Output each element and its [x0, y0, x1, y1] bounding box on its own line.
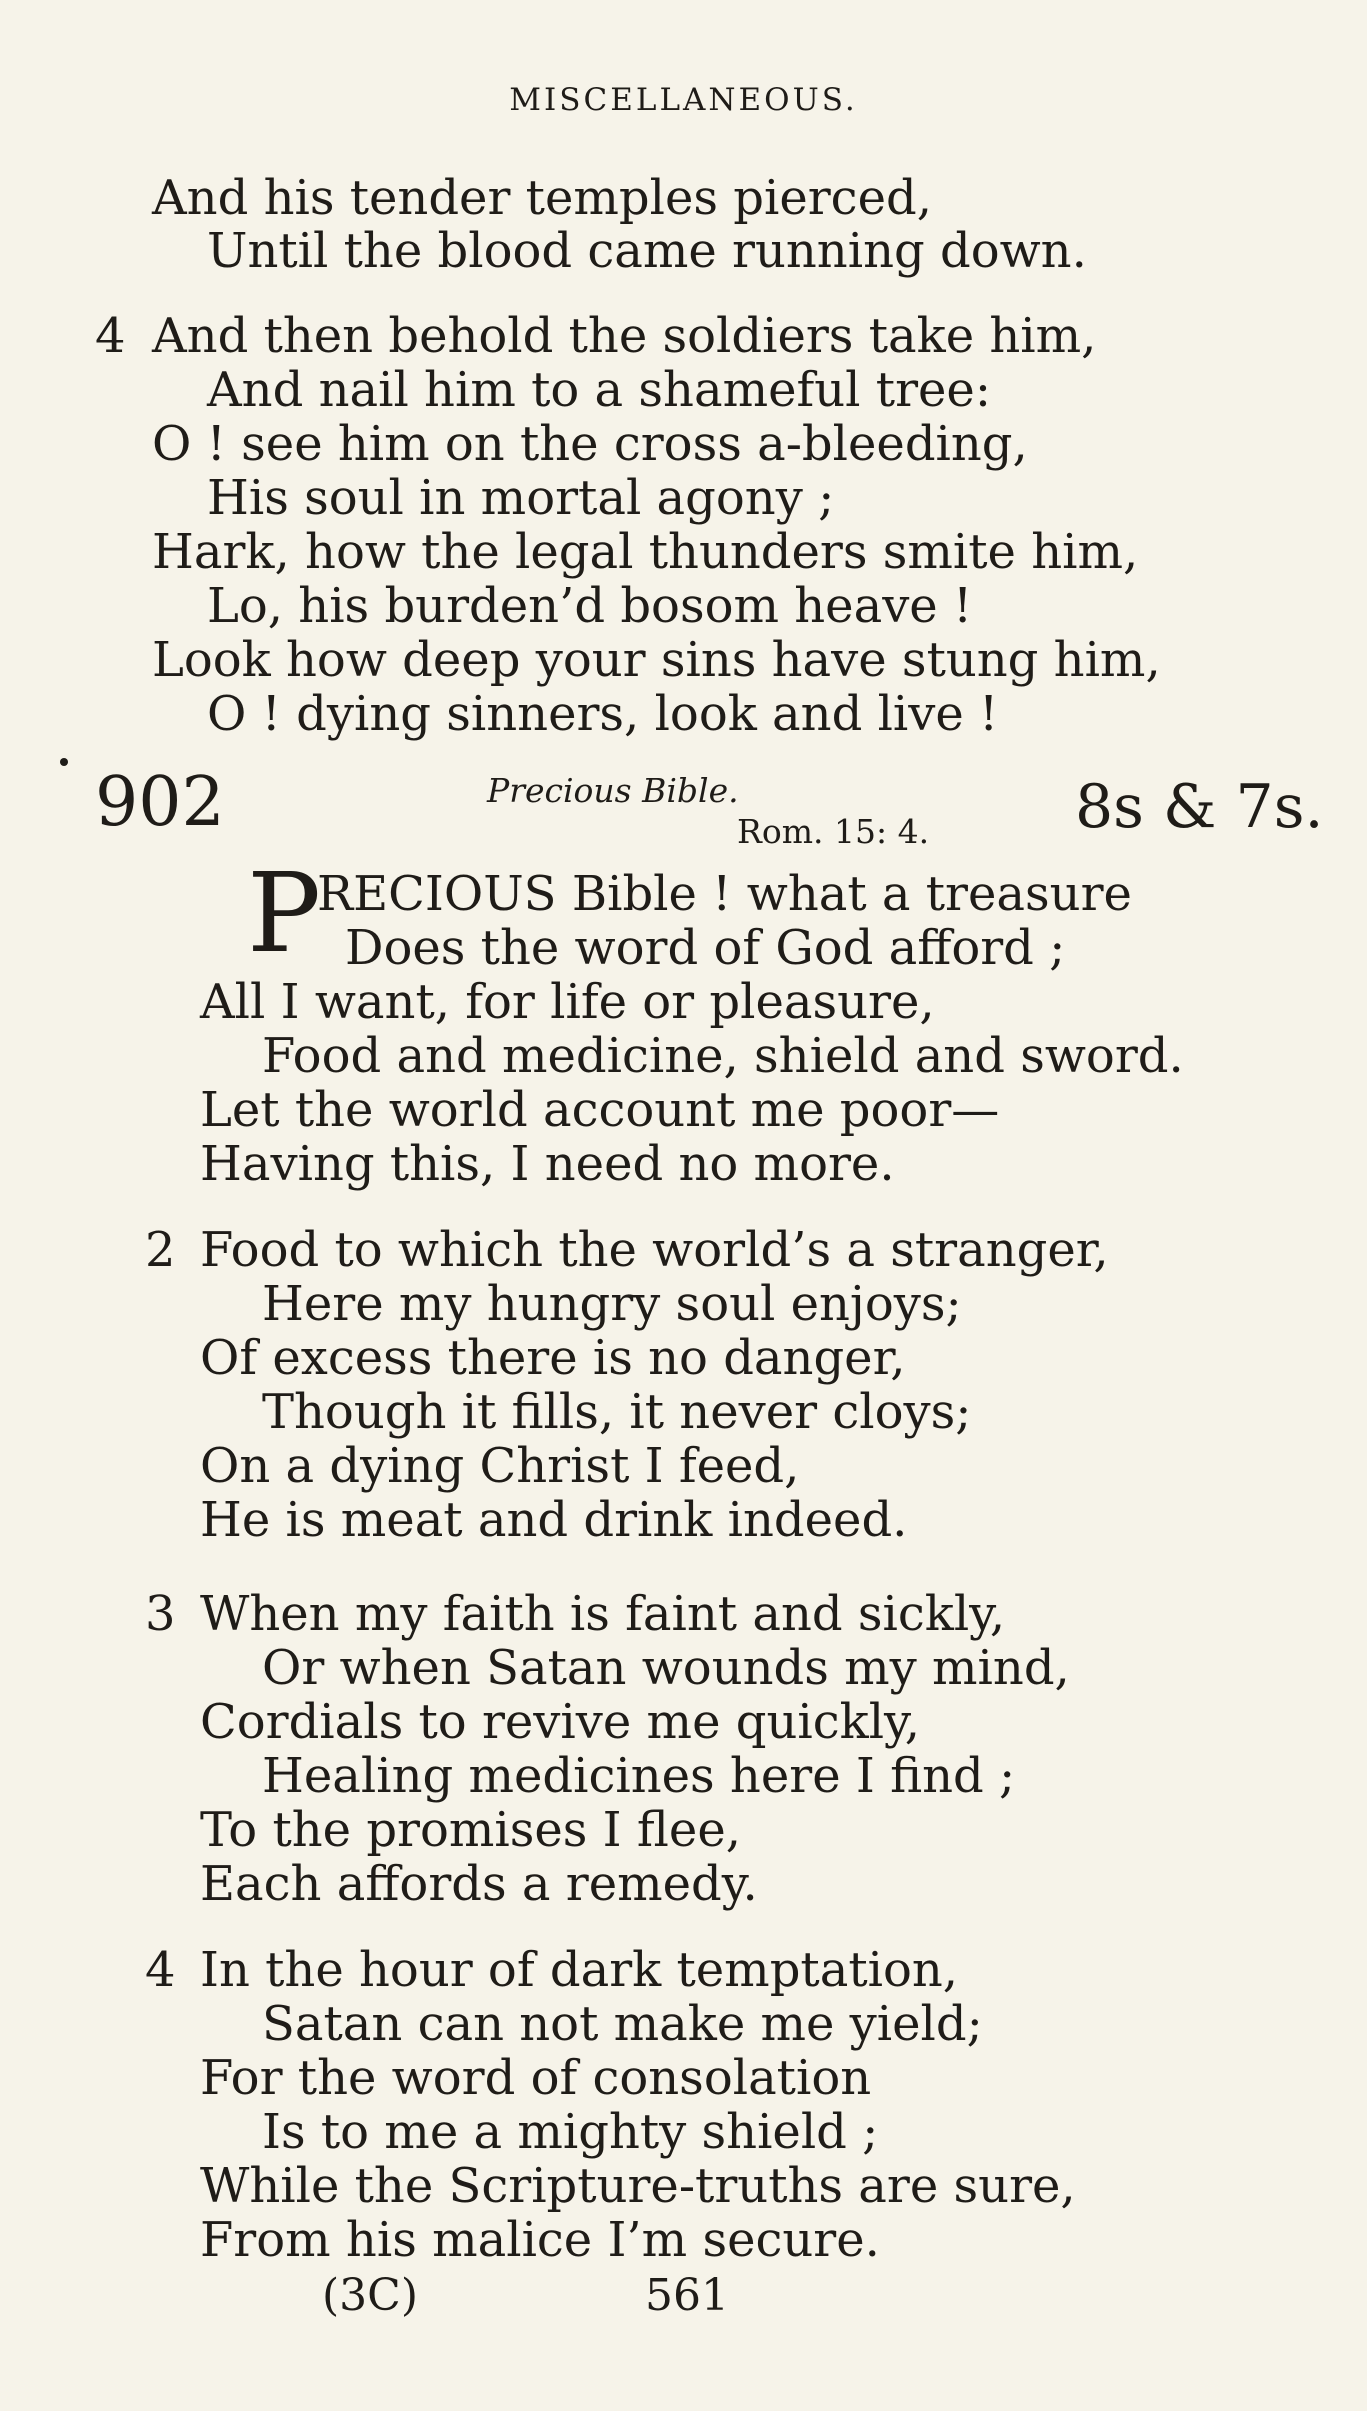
- stanza-number: 4: [145, 1942, 176, 1998]
- stanza-number: 4: [95, 308, 126, 364]
- verse-line: From his malice I’m secure.: [200, 2212, 880, 2268]
- verse-line: O ! see him on the cross a-bleeding,: [152, 416, 1028, 472]
- verse-line: Hark, how the legal thunders smite him,: [152, 524, 1139, 580]
- verse-line: And then behold the soldiers take him,: [152, 308, 1097, 364]
- signature-mark: (3C): [322, 2270, 418, 2321]
- verse-line: Does the word of God afford ;: [345, 920, 1066, 976]
- verse-line: In the hour of dark temptation,: [200, 1942, 959, 1998]
- margin-mark: [60, 758, 68, 766]
- verse-line: To the promises I flee,: [200, 1802, 741, 1858]
- stanza-number: 2: [145, 1222, 176, 1278]
- verse-line: Though it fills, it never cloys;: [262, 1384, 972, 1440]
- verse-line: Of excess there is no danger,: [200, 1330, 906, 1386]
- verse-line: His soul in mortal agony ;: [207, 470, 835, 526]
- verse-line: Healing medicines here I find ;: [262, 1748, 1016, 1804]
- verse-line: O ! dying sinners, look and live !: [207, 686, 999, 742]
- verse-line: Here my hungry soul enjoys;: [262, 1276, 962, 1332]
- hymn-meter: 8s & 7s.: [1075, 772, 1324, 842]
- verse-line: For the word of consolation: [200, 2050, 872, 2106]
- verse-line: Or when Satan wounds my mind,: [262, 1640, 1070, 1696]
- verse-line: And nail him to a shameful tree:: [207, 362, 992, 418]
- verse-line: Until the blood came running down.: [207, 223, 1087, 279]
- verse-line: RECIOUS Bible ! what a treasure: [317, 866, 1132, 922]
- verse-line: While the Scripture-truths are sure,: [200, 2158, 1076, 2214]
- verse-line: He is meat and drink indeed.: [200, 1492, 908, 1548]
- verse-line: Food to which the world’s a stranger,: [200, 1222, 1109, 1278]
- verse-line: Food and medicine, shield and sword.: [262, 1028, 1184, 1084]
- verse-line: Let the world account me poor—: [200, 1082, 1000, 1138]
- scripture-reference: Rom. 15: 4.: [737, 812, 930, 851]
- verse-line: When my faith is faint and sickly,: [200, 1586, 1006, 1642]
- hymn-number: 902: [95, 763, 225, 842]
- verse-line: Look how deep your sins have stung him,: [152, 632, 1161, 688]
- verse-line: All I want, for life or pleasure,: [200, 974, 935, 1030]
- running-header: MISCELLANEOUS.: [509, 82, 858, 118]
- verse-line: Satan can not make me yield;: [262, 1996, 983, 2052]
- verse-line: And his tender temples pierced,: [152, 170, 932, 226]
- page-number: 561: [645, 2270, 729, 2321]
- drop-cap: P: [247, 849, 322, 977]
- verse-line: Having this, I need no more.: [200, 1136, 895, 1192]
- verse-line: On a dying Christ I feed,: [200, 1438, 800, 1494]
- verse-line: Each affords a remedy.: [200, 1856, 758, 1912]
- verse-line: Cordials to revive me quickly,: [200, 1694, 921, 1750]
- verse-line: Is to me a mighty shield ;: [262, 2104, 879, 2160]
- hymn-title: Precious Bible.: [487, 771, 739, 810]
- stanza-number: 3: [145, 1586, 176, 1642]
- verse-line: Lo, his burden’d bosom heave !: [207, 578, 973, 634]
